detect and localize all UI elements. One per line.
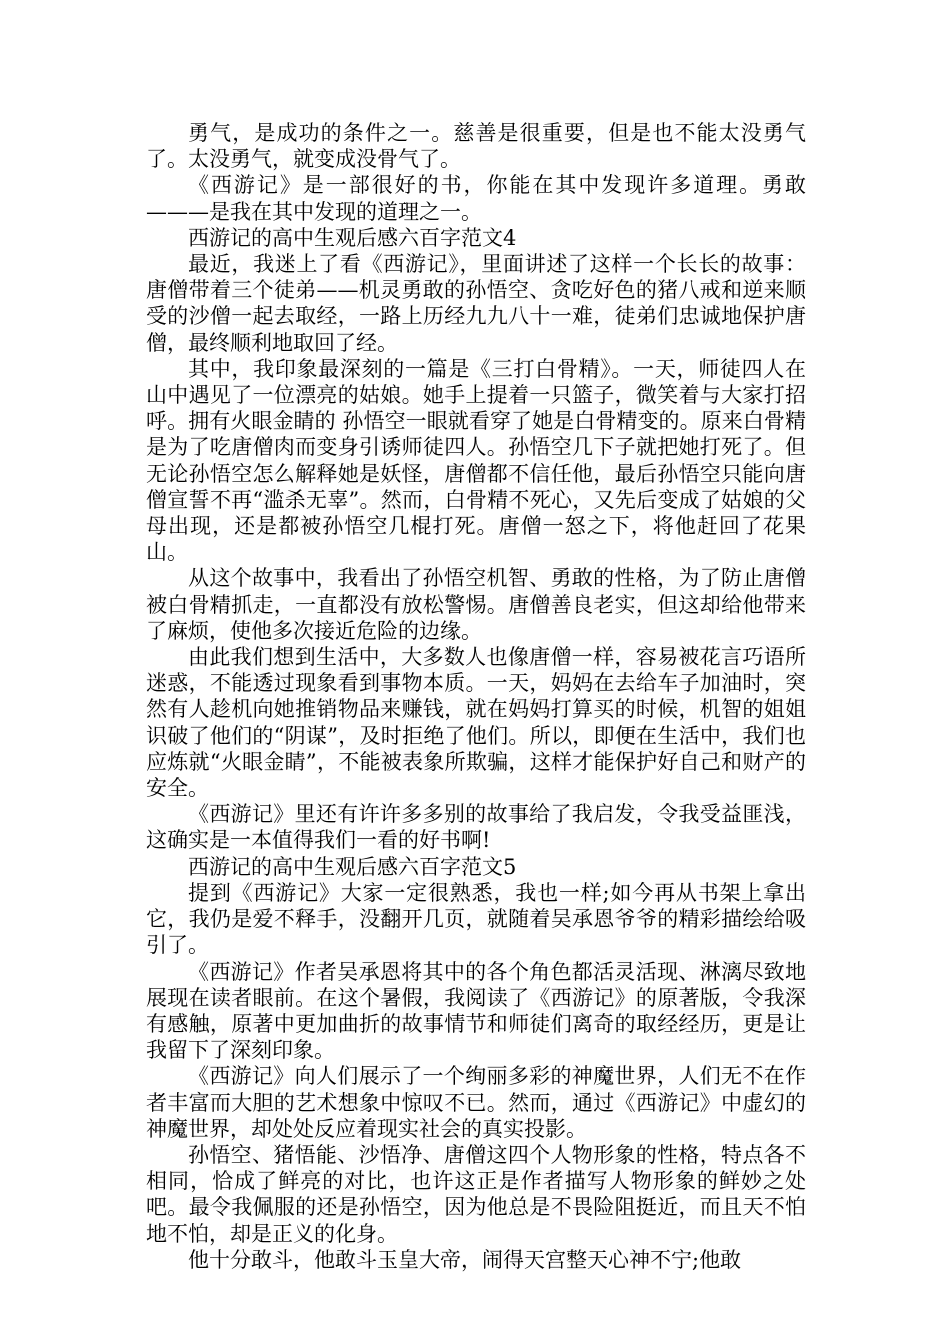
paragraph: 《西游记》里还有许许多多别的故事给了我启发，令我受益匪浅，这确实是一本值得我们一看的好书啊!	[146, 802, 806, 853]
paragraph: 最近，我迷上了看《西游记》，里面讲述了这样一个长长的故事：唐僧带着三个徒弟——机灵勇敢的孙悟空、贪吃好色的猪八戒和逆来顺受的沙僧一起去取经，一路上历经九九八十一难，徒弟们忠诚地保护唐僧，最终顺利地取回了经。	[146, 252, 806, 355]
paragraph: 孙悟空、猪悟能、沙悟净、唐僧这四个人物形象的性格，特点各不相同，恰成了鲜亮的对比，也许这正是作者描写人物形象的鲜妙之处吧。最令我佩服的还是孙悟空，因为他总是不畏险阻挺近，而且天不怕地不怕，却是正义的化身。	[146, 1142, 806, 1246]
section-heading: 西游记的高中生观后感六百字范文5	[188, 854, 517, 879]
paragraph: 他十分敢斗，他敢斗玉皇大帝，闹得天宫整天心神不宁;他敢	[188, 1247, 742, 1272]
paragraph: 提到《西游记》大家一定很熟悉，我也一样;如今再从书架上拿出它，我仍是爱不释手，没翻开几页，就随着吴承恩爷爷的精彩描绘给吸引了。	[146, 880, 806, 958]
paragraph: 《西游记》向人们展示了一个绚丽多彩的神魔世界，人们无不在作者丰富而大胆的艺术想象中惊叹不已。然而，通过《西游记》中虚幻的神魔世界，却处处反应着现实社会的真实投影。	[146, 1064, 806, 1141]
paragraph: 从这个故事中，我看出了孙悟空机智、勇敢的性格，为了防止唐僧被白骨精抓走，一直都没有放松警惕。唐僧善良老实，但这却给他带来了麻烦，使他多次接近危险的边缘。	[146, 566, 806, 643]
paragraph: 由此我们想到生活中，大多数人也像唐僧一样，容易被花言巧语所迷惑，不能透过现象看到事物本质。一天，妈妈在去给车子加油时，突然有人趁机向她推销物品来赚钱，就在妈妈打算买的时候，机智的姐姐识破了他们的“阴谋”，及时拒绝了他们。所以，即便在生活中，我们也应炼就“火眼金睛”，不能被表象所欺骗，这样才能保护好自己和财产的安全。	[146, 645, 806, 801]
paragraph: 《西游记》作者吴承恩将其中的各个角色都活灵活现、淋漓尽致地展现在读者眼前。在这个暑假，我阅读了《西游记》的原著版，令我深有感触，原著中更加曲折的故事情节和师徒们离奇的取经经历，更是让我留下了深刻印象。	[146, 959, 806, 1063]
document-page	[146, 120, 806, 1273]
paragraph: 其中，我印象最深刻的一篇是《三打白骨精》。一天，师徒四人在山中遇见了一位漂亮的姑娘。她手上提着一只篮子，微笑着与大家打招呼。拥有火眼金睛的 孙悟空一眼就看穿了她是白骨精变的。原来白骨精是为了吃唐僧肉而变身引诱师徒四人。孙悟空几下子就把她打死了。但无论孙悟空怎么解释她是妖怪，唐僧都不信任他，最后孙悟空只能向唐僧宣誓不再“滥杀无辜”。然而，白骨精不死心，又先后变成了姑娘的父母出现，还是都被孙悟空几棍打死。唐僧一怒之下，将他赶回了花果山。	[146, 356, 806, 565]
paragraph: 《西游记》是一部很好的书，你能在其中发现许多道理。勇敢———是我在其中发现的道理之一。	[146, 173, 806, 224]
paragraph: 勇气，是成功的条件之一。慈善是很重要，但是也不能太没勇气了。太没勇气，就变成没骨气了。	[146, 121, 806, 172]
section-heading: 西游记的高中生观后感六百字范文4	[188, 225, 517, 250]
